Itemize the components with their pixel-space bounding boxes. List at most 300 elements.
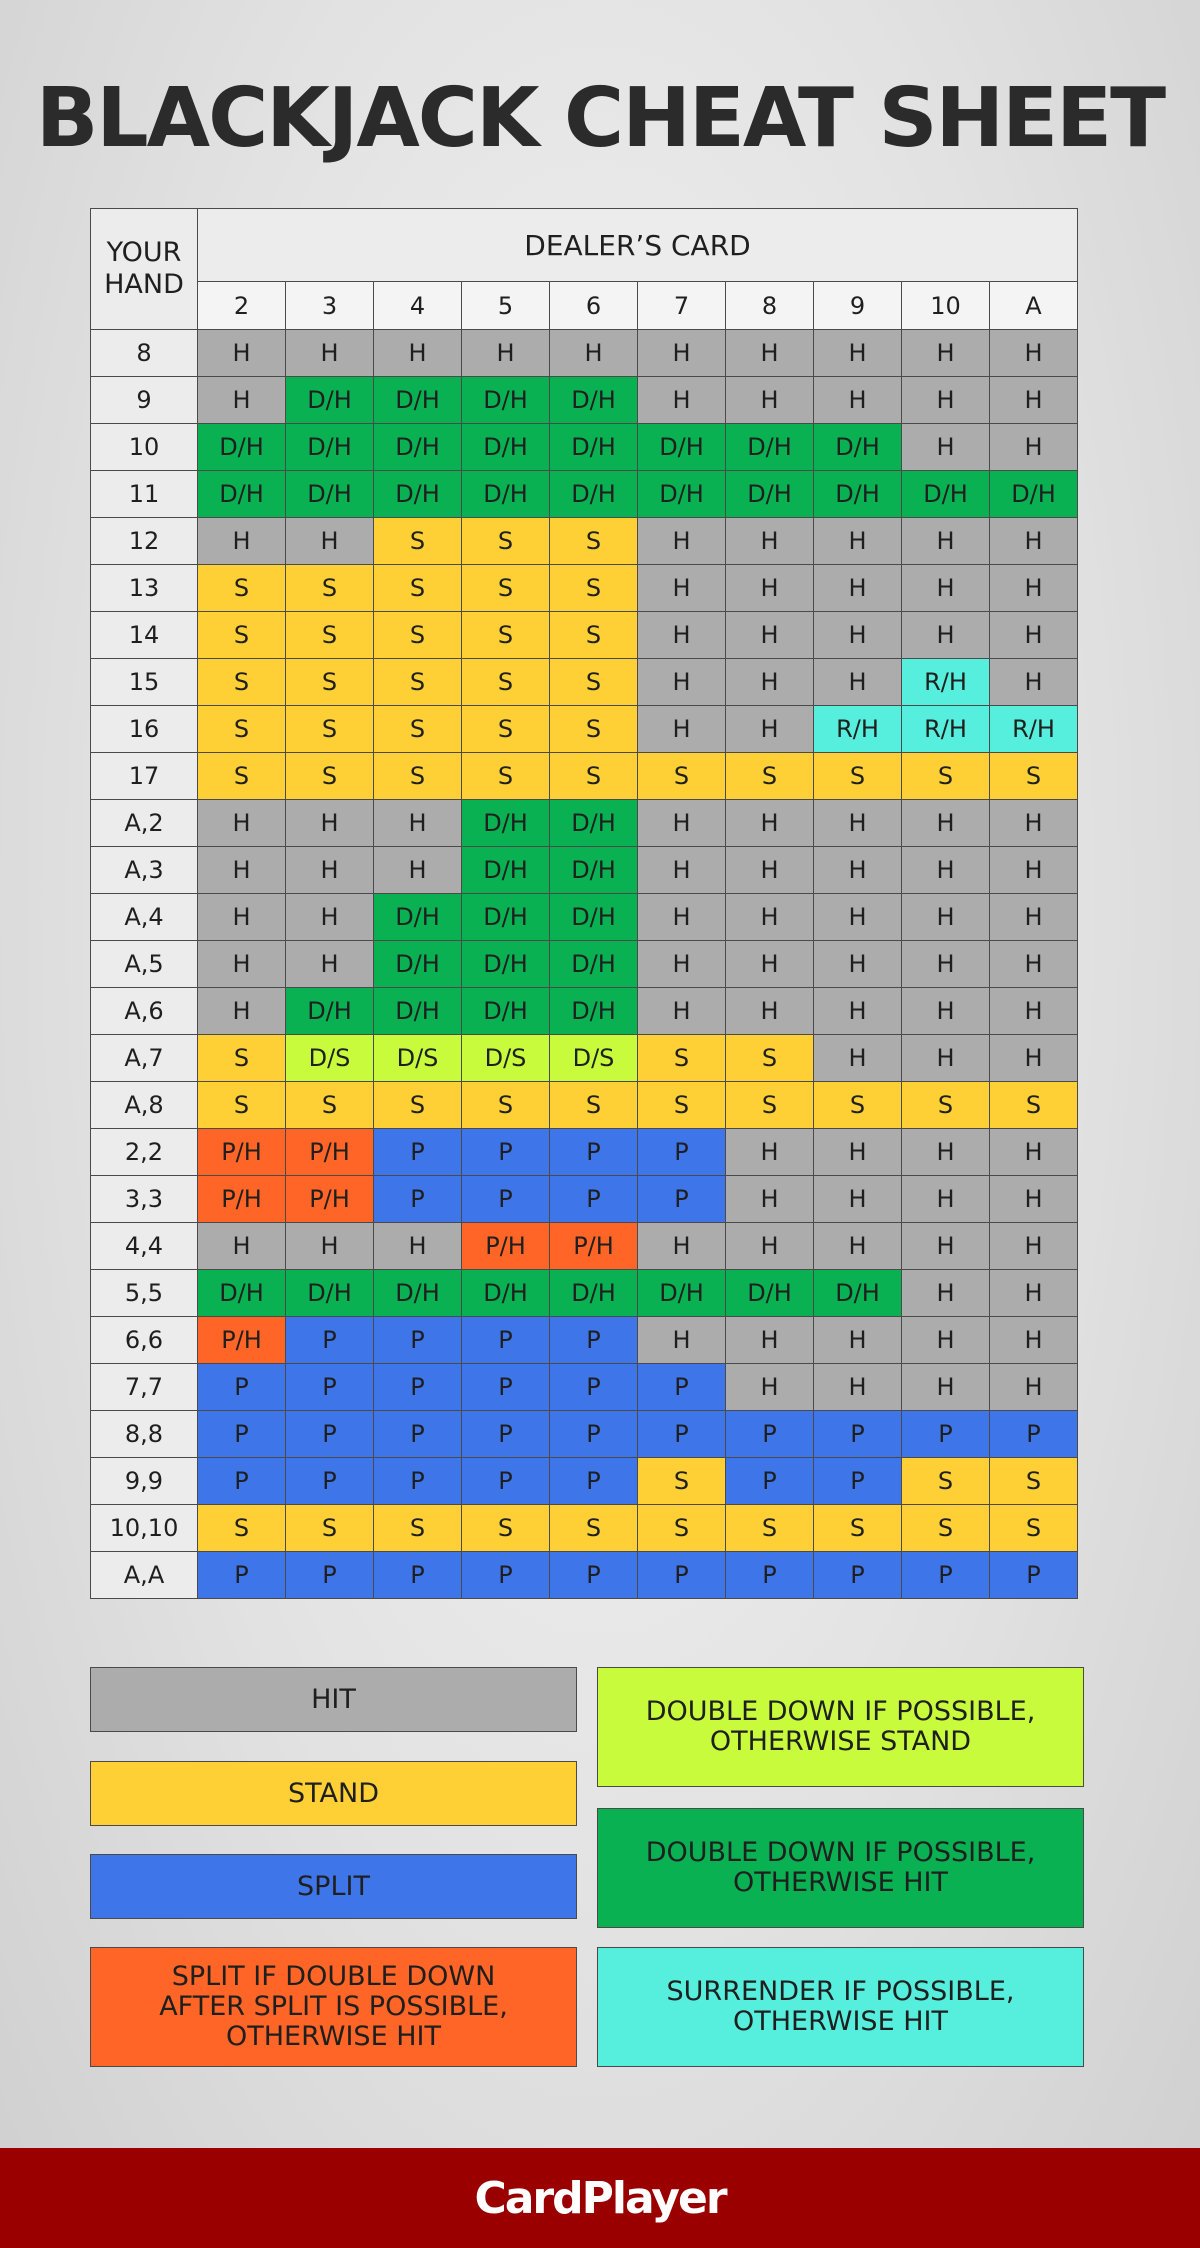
action-cell: D/H [550,1270,638,1317]
hand-label: 10,10 [91,1505,198,1552]
action-cell: P [198,1458,286,1505]
action-cell: H [902,1176,990,1223]
hand-label: 10 [91,424,198,471]
action-cell: D/H [462,894,550,941]
action-cell: P [198,1364,286,1411]
action-cell: S [198,612,286,659]
action-cell: D/H [462,941,550,988]
action-cell: H [902,1129,990,1176]
legend-stand [90,1761,577,1826]
table-row [91,612,1078,659]
legend-split-label: SPLIT [297,1870,370,1902]
action-cell: H [726,518,814,565]
action-cell: H [990,330,1078,377]
action-cell: P [286,1458,374,1505]
legend-split-das [90,1947,577,2067]
action-cell: H [814,1223,902,1270]
action-cell: H [814,612,902,659]
hand-label: A,5 [91,941,198,988]
action-cell: D/H [462,800,550,847]
legend-hit-label: HIT [311,1683,356,1715]
action-cell: P [902,1411,990,1458]
action-cell: P [462,1552,550,1599]
action-cell: H [286,941,374,988]
hand-label: A,7 [91,1035,198,1082]
action-cell: S [198,565,286,612]
action-cell: H [726,1129,814,1176]
action-cell: H [374,1223,462,1270]
action-cell: D/H [462,847,550,894]
action-cell: H [814,1364,902,1411]
action-cell: P [286,1552,374,1599]
action-cell: S [990,1082,1078,1129]
action-cell: P [638,1364,726,1411]
action-cell: H [902,1317,990,1364]
action-cell: S [550,565,638,612]
action-cell: S [462,1082,550,1129]
action-cell: P/H [198,1129,286,1176]
cardplayer-logo[interactable]: CardPlayer [474,2172,726,2224]
action-cell: S [286,1505,374,1552]
action-cell: P [550,1176,638,1223]
action-cell: H [726,847,814,894]
action-cell: H [814,565,902,612]
legend-surrender [597,1947,1084,2067]
hand-label: 11 [91,471,198,518]
action-cell: H [902,800,990,847]
action-cell: H [902,330,990,377]
action-cell: H [726,612,814,659]
action-cell: H [198,377,286,424]
action-cell: P [198,1552,286,1599]
action-cell: D/H [726,1270,814,1317]
action-cell: H [990,1176,1078,1223]
dealer-card-header: DEALER’S CARD [198,209,1078,282]
action-cell: H [814,330,902,377]
action-cell: D/H [550,988,638,1035]
action-cell: H [990,565,1078,612]
action-cell: S [198,706,286,753]
action-cell: P [638,1552,726,1599]
action-cell: P [462,1411,550,1458]
action-cell: S [902,1505,990,1552]
action-cell: H [638,1317,726,1364]
legend-double-hit [597,1808,1084,1928]
action-cell: D/H [286,424,374,471]
action-cell: S [902,753,990,800]
action-cell: P [462,1317,550,1364]
action-cell: S [550,518,638,565]
legend-stand-label: STAND [288,1777,379,1809]
action-cell: D/H [726,471,814,518]
action-cell: P [374,1458,462,1505]
action-cell: P [726,1458,814,1505]
action-cell: R/H [902,659,990,706]
action-cell: H [726,565,814,612]
hand-label: A,A [91,1552,198,1599]
hand-label: 16 [91,706,198,753]
dealer-card-8: 8 [726,282,814,330]
action-cell: S [198,753,286,800]
action-cell: R/H [814,706,902,753]
action-cell: H [814,1035,902,1082]
action-cell: H [198,330,286,377]
dealer-card-4: 4 [374,282,462,330]
hand-label: 12 [91,518,198,565]
action-cell: H [726,1364,814,1411]
hand-label: 3,3 [91,1176,198,1223]
action-cell: H [902,612,990,659]
table-row [91,988,1078,1035]
table-row [91,377,1078,424]
legend-split [90,1854,577,1919]
action-cell: S [638,1035,726,1082]
action-cell: P [374,1364,462,1411]
action-cell: P [638,1411,726,1458]
action-cell: H [726,1223,814,1270]
action-cell: S [286,565,374,612]
hand-label: A,4 [91,894,198,941]
action-cell: H [726,706,814,753]
action-cell: H [462,330,550,377]
action-cell: D/H [550,847,638,894]
action-cell: S [550,1505,638,1552]
hand-label: 5,5 [91,1270,198,1317]
action-cell: H [814,941,902,988]
action-cell: S [286,1082,374,1129]
action-cell: S [990,1505,1078,1552]
legend-double-hit-label: DOUBLE DOWN IF POSSIBLE, OTHERWISE HIT [645,1837,1036,1898]
action-cell: S [198,1082,286,1129]
action-cell: S [902,1082,990,1129]
action-cell: H [990,612,1078,659]
action-cell: P [726,1411,814,1458]
action-cell: H [638,565,726,612]
hand-label: 7,7 [91,1364,198,1411]
action-cell: H [990,847,1078,894]
footer-bar [0,2148,1200,2248]
table-row [91,1035,1078,1082]
action-cell: S [726,1505,814,1552]
action-cell: S [726,1082,814,1129]
action-cell: D/H [462,377,550,424]
table-row [91,659,1078,706]
action-cell: S [286,659,374,706]
action-cell: H [726,1176,814,1223]
action-cell: P [814,1458,902,1505]
action-cell: S [550,612,638,659]
action-cell: H [814,377,902,424]
action-cell: H [902,941,990,988]
table-body [91,330,1078,1599]
action-cell: P/H [462,1223,550,1270]
action-cell: P [638,1129,726,1176]
action-cell: H [814,847,902,894]
action-cell: S [550,659,638,706]
action-cell: S [374,659,462,706]
action-cell: P [198,1411,286,1458]
dealer-card-9: 9 [814,282,902,330]
action-cell: S [638,753,726,800]
action-cell: D/H [550,941,638,988]
hand-label: A,6 [91,988,198,1035]
action-cell: S [374,753,462,800]
action-cell: S [638,1082,726,1129]
action-cell: S [814,753,902,800]
action-cell: H [990,1223,1078,1270]
action-cell: P [550,1364,638,1411]
action-cell: H [814,1129,902,1176]
dealer-card-6: 6 [550,282,638,330]
action-cell: H [814,1317,902,1364]
action-cell: D/H [550,894,638,941]
page-title: BLACKJACK CHEAT SHEET [35,71,1165,166]
action-cell: H [286,847,374,894]
action-cell: H [990,988,1078,1035]
action-cell: P [550,1129,638,1176]
action-cell: S [550,706,638,753]
action-cell: P [990,1552,1078,1599]
action-cell: H [374,847,462,894]
table-row [91,1176,1078,1223]
action-cell: S [462,706,550,753]
action-cell: H [638,1223,726,1270]
action-cell: H [726,800,814,847]
action-cell: H [198,1223,286,1270]
action-cell: D/H [550,471,638,518]
action-cell: S [374,706,462,753]
action-cell: S [462,612,550,659]
action-cell: S [374,612,462,659]
table-row [91,424,1078,471]
action-cell: P [814,1552,902,1599]
action-cell: H [990,1129,1078,1176]
action-cell: H [638,706,726,753]
action-cell: P/H [198,1176,286,1223]
action-cell: H [198,800,286,847]
action-cell: S [286,753,374,800]
action-cell: P [286,1364,374,1411]
action-cell: D/H [374,424,462,471]
action-cell: S [902,1458,990,1505]
table-row [91,1129,1078,1176]
action-cell: P [374,1317,462,1364]
action-cell: P [286,1411,374,1458]
action-cell: P [550,1458,638,1505]
action-cell: H [902,847,990,894]
action-cell: S [462,753,550,800]
table-row [91,847,1078,894]
action-cell: S [374,565,462,612]
action-cell: D/S [286,1035,374,1082]
action-cell: H [814,518,902,565]
dealer-card-10: 10 [902,282,990,330]
action-cell: D/S [550,1035,638,1082]
action-cell: D/H [198,471,286,518]
table-row [91,1223,1078,1270]
action-cell: S [726,1035,814,1082]
action-cell: H [286,518,374,565]
action-cell: P/H [198,1317,286,1364]
action-cell: H [902,1035,990,1082]
action-cell: D/H [814,424,902,471]
hand-label: 14 [91,612,198,659]
hand-label: 15 [91,659,198,706]
hand-label: A,3 [91,847,198,894]
action-cell: P [990,1411,1078,1458]
action-cell: S [462,659,550,706]
action-cell: H [638,659,726,706]
hand-label: A,2 [91,800,198,847]
action-cell: S [550,753,638,800]
action-cell: D/H [374,894,462,941]
action-cell: H [902,1223,990,1270]
action-cell: S [374,1505,462,1552]
action-cell: P [550,1411,638,1458]
your-hand-header: YOUR HAND [91,209,198,330]
action-cell: H [638,847,726,894]
action-cell: H [990,1035,1078,1082]
legend-double-stand-label: DOUBLE DOWN IF POSSIBLE, OTHERWISE STAND [645,1696,1036,1757]
action-cell: D/H [286,377,374,424]
legend-split-das-label: SPLIT IF DOUBLE DOWN AFTER SPLIT IS POSSIBLE, OTHERWISE HIT [159,1961,508,2052]
action-cell: P [462,1176,550,1223]
action-cell: H [902,988,990,1035]
action-cell: H [902,565,990,612]
action-cell: H [814,894,902,941]
action-cell: H [726,330,814,377]
action-cell: P [374,1129,462,1176]
action-cell: S [990,753,1078,800]
action-cell: H [990,424,1078,471]
action-cell: S [374,518,462,565]
action-cell: S [198,659,286,706]
table-row [91,706,1078,753]
action-cell: H [814,988,902,1035]
action-cell: P [374,1411,462,1458]
hand-label: 13 [91,565,198,612]
action-cell: D/H [374,988,462,1035]
action-cell: P [374,1552,462,1599]
action-cell: S [638,1505,726,1552]
action-cell: D/H [286,1270,374,1317]
action-cell: H [638,518,726,565]
dealer-card-2: 2 [198,282,286,330]
dealer-card-row [91,282,1078,330]
action-cell: P [550,1552,638,1599]
action-cell: H [990,518,1078,565]
action-cell: H [990,659,1078,706]
action-cell: P [462,1129,550,1176]
action-cell: H [726,377,814,424]
action-cell: S [198,1035,286,1082]
action-cell: H [638,894,726,941]
table-row [91,330,1078,377]
action-cell: H [814,800,902,847]
action-cell: H [550,330,638,377]
action-cell: P [638,1176,726,1223]
action-cell: H [990,377,1078,424]
action-cell: H [990,1317,1078,1364]
action-cell: H [902,1364,990,1411]
action-cell: H [902,377,990,424]
action-cell: S [726,753,814,800]
action-cell: H [638,612,726,659]
action-cell: H [198,518,286,565]
action-cell: H [198,988,286,1035]
action-cell: H [726,988,814,1035]
action-cell: H [726,894,814,941]
action-cell: S [462,518,550,565]
action-cell: H [638,330,726,377]
action-cell: H [990,941,1078,988]
table-row [91,518,1078,565]
action-cell: D/H [550,377,638,424]
table-row [91,471,1078,518]
action-cell: H [814,1176,902,1223]
action-cell: D/H [550,424,638,471]
action-cell: P [814,1411,902,1458]
legend-double-stand [597,1667,1084,1787]
hand-label: 4,4 [91,1223,198,1270]
action-cell: D/H [286,988,374,1035]
action-cell: H [902,518,990,565]
action-cell: D/S [462,1035,550,1082]
action-cell: D/H [814,1270,902,1317]
action-cell: S [462,1505,550,1552]
dealer-card-7: 7 [638,282,726,330]
action-cell: D/S [374,1035,462,1082]
action-cell: D/H [638,424,726,471]
action-cell: D/H [550,800,638,847]
action-cell: H [638,988,726,1035]
hand-label: 6,6 [91,1317,198,1364]
table-row [91,1270,1078,1317]
action-cell: D/H [726,424,814,471]
action-cell: P [462,1364,550,1411]
table-row [91,800,1078,847]
action-cell: H [374,800,462,847]
table-row [91,1411,1078,1458]
hand-label: 8,8 [91,1411,198,1458]
action-cell: H [990,1364,1078,1411]
action-cell: H [990,894,1078,941]
action-cell: D/H [286,471,374,518]
action-cell: P [902,1552,990,1599]
action-cell: P [286,1317,374,1364]
action-cell: S [814,1505,902,1552]
action-cell: H [814,659,902,706]
action-cell: S [198,1505,286,1552]
action-cell: H [286,330,374,377]
hand-label: 9,9 [91,1458,198,1505]
action-cell: P [726,1552,814,1599]
action-cell: D/H [374,377,462,424]
table-row [91,753,1078,800]
action-cell: D/H [638,1270,726,1317]
action-cell: D/H [374,1270,462,1317]
action-cell: H [638,941,726,988]
action-cell: D/H [198,424,286,471]
table-row [91,1317,1078,1364]
action-cell: D/H [902,471,990,518]
action-cell: D/H [814,471,902,518]
action-cell: H [286,894,374,941]
action-cell: D/H [374,471,462,518]
table-row [91,1458,1078,1505]
hand-label: 17 [91,753,198,800]
action-cell: S [550,1082,638,1129]
